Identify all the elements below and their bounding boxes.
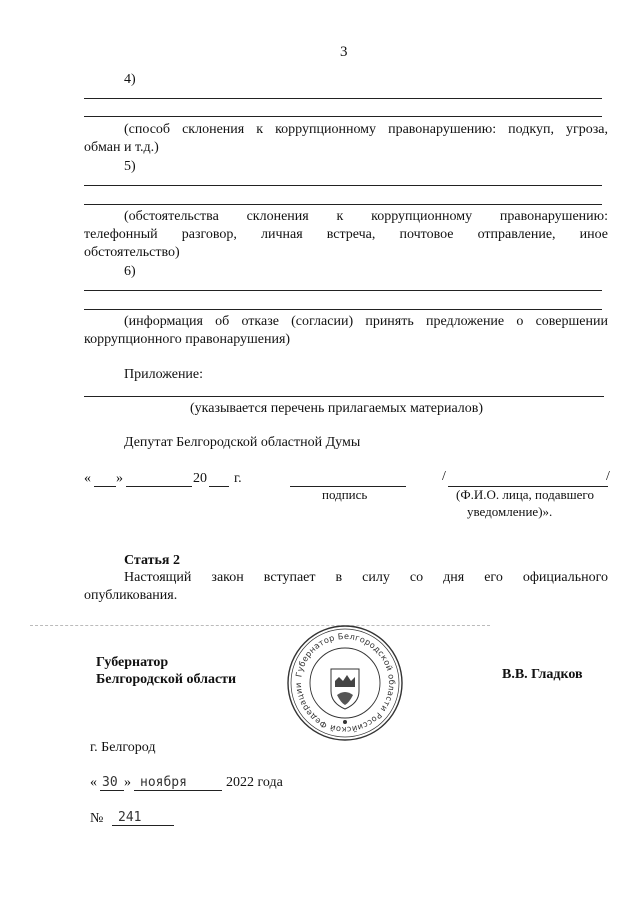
item5-caption-line1: (обстоятельства склонения к коррупционному правонарушению: xyxy=(124,209,608,224)
attachment-label: Приложение: xyxy=(124,367,204,382)
date-year-prefix: 20 xyxy=(193,471,207,486)
page-number: 3 xyxy=(340,44,348,60)
footer-city: г. Белгород xyxy=(90,740,156,755)
fio-caption-line1: (Ф.И.О. лица, подавшего xyxy=(456,487,594,502)
footer-date-year: 2022 года xyxy=(226,775,283,790)
date-open-quote: « xyxy=(84,471,91,486)
item6-caption-line1: (информация об отказе (согласии) принять предложение о совершении xyxy=(124,314,608,329)
item6-label: 6) xyxy=(124,264,136,279)
footer-date-month-line xyxy=(134,790,222,791)
fio-slash-right: / xyxy=(606,469,610,484)
item5-caption-line2: телефонный разговор, личная встреча, почтовое отправление, иное xyxy=(84,227,608,242)
item5-label: 5) xyxy=(124,159,136,174)
item4-blank-line-2 xyxy=(84,116,602,117)
item4-caption-line2: обман и т.д.) xyxy=(84,140,159,155)
item5-blank-line-2 xyxy=(84,204,602,205)
item5-caption-line3: обстоятельство) xyxy=(84,245,180,260)
signatory-name: В.В. Гладков xyxy=(502,667,583,682)
article2-heading: Статья 2 xyxy=(124,553,180,568)
date-month-blank xyxy=(126,486,192,487)
signatory-position-line1: Губернатор xyxy=(96,655,169,670)
date-year-blank xyxy=(209,486,229,487)
item4-blank-line-1 xyxy=(84,98,602,99)
item4-caption-line1: (способ склонения к коррупционному правонарушению: подкуп, угроза, xyxy=(124,122,608,137)
attachment-caption: (указывается перечень прилагаемых материалов) xyxy=(190,401,484,416)
footer-date-day: 30 xyxy=(102,775,118,790)
footer-number-line xyxy=(112,825,174,826)
scan-artifact-line xyxy=(30,625,490,626)
footer-date-open-quote: « xyxy=(90,775,97,790)
deputy-title: Депутат Белгородской областной Думы xyxy=(124,435,361,450)
item6-blank-line-1 xyxy=(84,290,602,291)
official-seal-stamp xyxy=(285,623,405,743)
attachment-blank-line xyxy=(84,396,604,397)
fio-caption-line2: уведомление)». xyxy=(467,504,553,519)
footer-number-value: 241 xyxy=(118,810,142,825)
footer-date-day-line xyxy=(100,790,124,791)
date-year-suffix: г. xyxy=(234,471,242,486)
signature-caption: подпись xyxy=(322,487,368,502)
item6-caption-line2: коррупционного правонарушения) xyxy=(84,332,291,347)
item6-blank-line-2 xyxy=(84,309,602,310)
date-day-blank xyxy=(94,486,116,487)
signatory-position-line2: Белгородской области xyxy=(96,672,237,687)
item4-label: 4) xyxy=(124,72,136,87)
article2-text-line2: опубликования. xyxy=(84,588,178,603)
svg-text:Губернатор Белгородской област: Губернатор Белгородской области Российской Федерации xyxy=(292,630,398,736)
footer-date-month: ноября xyxy=(140,775,187,790)
article2-text-line1: Настоящий закон вступает в силу со дня его официального xyxy=(124,570,608,585)
fio-slash-left: / xyxy=(442,469,446,484)
item5-blank-line-1 xyxy=(84,185,602,186)
footer-date-close-quote: » xyxy=(124,775,131,790)
footer-number-label: № xyxy=(90,811,104,826)
date-close-quote: » xyxy=(116,471,123,486)
